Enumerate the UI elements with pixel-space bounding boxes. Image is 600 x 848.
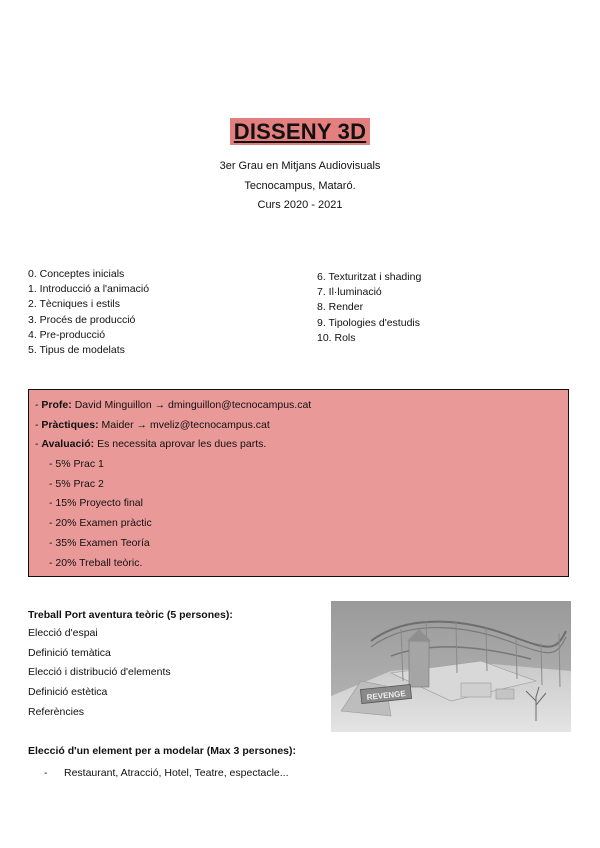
- avaluacio-line: - Avaluació: Es necessita aprovar les dues parts.: [35, 438, 267, 451]
- profe-value: David Minguillon → dminguillon@tecnocampus.cat: [74, 399, 312, 411]
- grade-item: - 35% Examen Teoría: [49, 536, 150, 549]
- subtitle-institution: Tecnocampus, Mataró.: [244, 180, 356, 192]
- course-info-box: [28, 389, 569, 577]
- list-item: Referències: [28, 705, 85, 718]
- title-wrap: [0, 118, 600, 145]
- subtitle-degree: 3er Grau en Mitjans Audiovisuals: [219, 160, 381, 172]
- toc-item: 1. Introducció a l'animació: [28, 283, 150, 296]
- bullet-dash: -: [44, 767, 48, 779]
- list-item: Elecció d'espai: [28, 627, 98, 639]
- revenge-sign-text: REVENGE: [366, 688, 407, 703]
- element-bullet: [44, 767, 289, 779]
- list-item: Elecció i distribució d'elements: [28, 666, 171, 679]
- grade-item: - 20% Examen pràctic: [49, 517, 152, 530]
- grade-item: - 5% Prac 1: [49, 458, 104, 471]
- avaluacio-label: Avaluació:: [41, 438, 95, 451]
- list-item: Definició estètica: [28, 686, 108, 699]
- practiques-value: Maider → mveliz@tecnocampus.cat: [101, 418, 270, 431]
- roller-coaster-render-image: [331, 601, 571, 732]
- grade-item: - 15% Proyecto final: [49, 497, 143, 510]
- practiques-line: - Pràctiques: Maider → mveliz@tecnocampus.cat: [35, 418, 270, 431]
- list-item: Definició temàtica: [28, 646, 111, 659]
- grade-item: - 5% Prac 2: [49, 477, 104, 490]
- toc-item: 2. Tècniques i estils: [28, 298, 121, 311]
- profe-line: - Profe: David Minguillon → dminguillon@tecnocampus.cat: [35, 399, 312, 411]
- page-title: DISSENY 3D: [230, 118, 370, 145]
- treball-heading: Treball Port aventura teòric (5 persones):: [28, 609, 233, 621]
- element-heading: Elecció d'un element per a modelar (Max 3 persones):: [28, 745, 296, 757]
- toc-item: 3. Procés de producció: [28, 313, 136, 326]
- toc-item: 8. Render: [317, 301, 364, 314]
- profe-label: Profe:: [41, 399, 72, 411]
- grade-item: - 20% Treball teòric.: [49, 556, 143, 569]
- toc-item: 5. Tipus de modelats: [28, 344, 125, 357]
- toc-item: 7. Il·luminació: [317, 286, 382, 299]
- toc-item: 0. Conceptes inicials: [28, 268, 125, 280]
- toc-item: 6. Texturitzat i shading: [317, 271, 422, 283]
- toc-left: [28, 267, 149, 358]
- toc-item: 9. Tipologies d'estudis: [317, 316, 420, 329]
- subtitle-course: Curs 2020 - 2021: [257, 199, 343, 211]
- toc-item: 4. Pre-producció: [28, 328, 106, 341]
- practiques-label: Pràctiques:: [41, 418, 99, 431]
- toc-item: 10. Rols: [317, 331, 356, 344]
- element-bullet-text: Restaurant, Atracció, Hotel, Teatre, espectacle...: [64, 767, 289, 779]
- toc-right: [317, 270, 421, 346]
- treball-list: [28, 624, 171, 723]
- avaluacio-value: Es necessita aprovar les dues parts.: [97, 438, 267, 451]
